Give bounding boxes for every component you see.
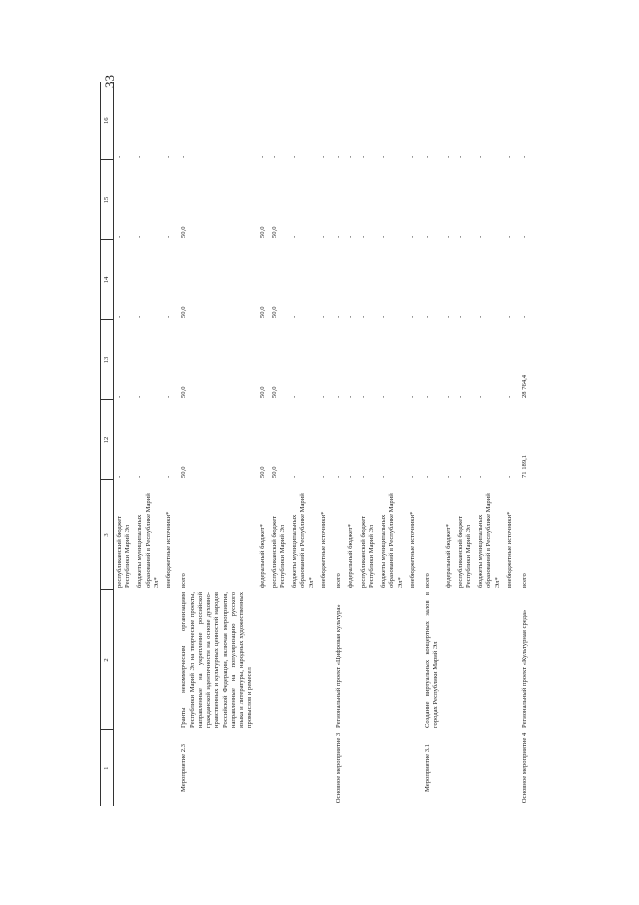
table-row: [134, 82, 163, 806]
amount-cell: -: [359, 155, 367, 158]
amount-cell: -: [359, 315, 367, 318]
table-row: [257, 82, 269, 806]
amount-cell: 50,0: [258, 226, 266, 238]
amount-cell: -: [424, 235, 432, 238]
event-name-cell: [358, 590, 378, 730]
funding-source-cell: внебюджетные источники*: [165, 511, 173, 588]
amount-cell: -: [505, 475, 513, 478]
event-name-cell: [504, 590, 516, 730]
amount-cell: -: [359, 475, 367, 478]
amount-cell: -: [291, 395, 299, 398]
amount-cell: -: [521, 315, 529, 318]
amount-cell: -: [347, 235, 355, 238]
funding-source-cell: всего: [424, 573, 432, 588]
amount-cell: -: [521, 155, 529, 158]
column-header: 13: [101, 320, 114, 400]
event-name-cell: [378, 590, 407, 730]
table-row: [407, 82, 419, 806]
amount-cell: -: [477, 155, 485, 158]
column-header: 1: [101, 730, 114, 806]
amount-cell: -: [165, 395, 173, 398]
amount-cell: -: [335, 315, 343, 318]
amount-cell: -: [116, 395, 123, 398]
funding-source-cell: федеральный бюджет*: [444, 524, 452, 588]
amount-cell: -: [408, 235, 416, 238]
amount-cell: 50,0: [180, 306, 188, 318]
event-name-cell: [455, 590, 475, 730]
amount-cell: -: [408, 315, 416, 318]
table-row: [330, 82, 345, 806]
amount-cell: -: [165, 315, 173, 318]
amount-cell: 50,0: [270, 226, 278, 238]
table-row: [504, 82, 516, 806]
table-row: [163, 82, 175, 806]
table-row: [114, 82, 135, 806]
table-row: [269, 82, 289, 806]
amount-cell: -: [444, 315, 452, 318]
table-row: [455, 82, 475, 806]
amount-cell: -: [408, 155, 416, 158]
page-number: 33: [102, 75, 117, 88]
amount-cell: -: [408, 395, 416, 398]
amount-cell: -: [319, 315, 327, 318]
amount-cell: -: [136, 155, 144, 158]
event-code-cell: [358, 730, 378, 806]
amount-cell: -: [380, 395, 388, 398]
event-name-cell: [269, 590, 289, 730]
event-code-cell: [504, 730, 516, 806]
rotated-page-content: [100, 82, 580, 806]
amount-cell: -: [505, 235, 513, 238]
event-code-cell: Мероприятие 2.3: [180, 744, 188, 792]
event-name-cell: [114, 590, 135, 730]
event-code-cell: [475, 730, 504, 806]
amount-cell: -: [335, 475, 343, 478]
amount-cell: -: [477, 395, 485, 398]
amount-cell: -: [380, 155, 388, 158]
amount-cell: -: [444, 155, 452, 158]
amount-cell: 50,0: [180, 226, 188, 238]
amount-cell: -: [477, 315, 485, 318]
amount-cell: -: [136, 475, 144, 478]
amount-cell: -: [270, 155, 278, 158]
funding-source-cell: бюджеты муниципальных образований в Республике Марий Эл*: [136, 493, 160, 588]
funding-source-cell: республиканский бюджет Республики Марий Эл: [359, 515, 375, 588]
amount-cell: 50,0: [270, 386, 278, 398]
column-header: 12: [101, 400, 114, 480]
budget-table: [100, 82, 531, 806]
event-code-cell: [257, 730, 269, 806]
amount-cell: -: [444, 475, 452, 478]
event-name-cell: Региональный проект «Цифровая культура»: [335, 604, 343, 728]
column-header: 2: [101, 590, 114, 730]
funding-source-cell: бюджеты муниципальных образований в Республике Марий Эл*: [477, 493, 501, 588]
funding-source-cell: всего: [521, 573, 529, 588]
event-name-cell: [257, 590, 269, 730]
column-header: 3: [101, 480, 114, 590]
amount-cell: -: [165, 155, 173, 158]
event-name-cell: Гранты некоммерческим организациям Республики Марий Эл на творческие проекты, направленные на укрепление российской гражданской идентичности на основе духовно-нравственных и культурных ценностей народов Российской Федерации, включая мероприятия, направленные на популяризацию русского языка и литературы, народных художественных промыслов и ремесел: [180, 592, 254, 728]
amount-cell: -: [477, 235, 485, 238]
table-header-row: [101, 82, 114, 806]
event-name-cell: [407, 590, 419, 730]
event-code-cell: Основное мероприятие 3: [335, 732, 343, 804]
event-name-cell: Создание виртуальных концертных залов в городах Республики Марий Эл: [424, 592, 440, 728]
amount-cell: -: [291, 315, 299, 318]
amount-cell: -: [347, 475, 355, 478]
amount-cell: -: [291, 475, 299, 478]
amount-cell: -: [424, 395, 432, 398]
amount-cell: -: [319, 395, 327, 398]
funding-source-cell: внебюджетные источники*: [505, 511, 513, 588]
amount-cell: -: [347, 395, 355, 398]
event-code-cell: [455, 730, 475, 806]
amount-cell: -: [319, 235, 327, 238]
amount-cell: -: [380, 475, 388, 478]
funding-source-cell: республиканский бюджет Республики Марий Эл: [270, 515, 286, 588]
amount-cell: -: [456, 315, 464, 318]
table-row: [378, 82, 407, 806]
table-row: [475, 82, 504, 806]
amount-cell: -: [380, 235, 388, 238]
amount-cell: -: [258, 155, 266, 158]
table-row: [318, 82, 330, 806]
amount-cell: -: [319, 475, 327, 478]
funding-source-cell: республиканский бюджет Республики Марий Эл: [456, 515, 472, 588]
amount-cell: 28 764,4: [521, 374, 529, 398]
funding-source-cell: бюджеты муниципальных образований в Республике Марий Эл*: [291, 493, 315, 588]
event-name-cell: [134, 590, 163, 730]
event-code-cell: [269, 730, 289, 806]
event-name-cell: Региональный проект «Культурная среда»: [521, 609, 529, 728]
amount-cell: -: [319, 155, 327, 158]
event-code-cell: Мероприятие 3.1: [424, 744, 432, 792]
funding-source-cell: республиканский бюджет Республики Марий Эл: [116, 515, 132, 588]
amount-cell: -: [165, 475, 173, 478]
amount-cell: 71 189,1: [521, 454, 529, 478]
table-row: [419, 82, 442, 806]
amount-cell: -: [456, 395, 464, 398]
table-row: [345, 82, 357, 806]
amount-cell: -: [165, 235, 173, 238]
event-name-cell: [345, 590, 357, 730]
funding-source-cell: всего: [335, 573, 343, 588]
event-name-cell: [443, 590, 455, 730]
amount-cell: 50,0: [258, 306, 266, 318]
table-row: [358, 82, 378, 806]
amount-cell: -: [456, 475, 464, 478]
amount-cell: 50,0: [270, 306, 278, 318]
amount-cell: -: [116, 315, 123, 318]
amount-cell: -: [347, 315, 355, 318]
column-header: 14: [101, 240, 114, 320]
amount-cell: -: [116, 155, 123, 158]
funding-source-cell: всего: [180, 573, 188, 588]
column-header: 15: [101, 160, 114, 240]
amount-cell: -: [335, 155, 343, 158]
event-code-cell: [318, 730, 330, 806]
amount-cell: 50,0: [270, 466, 278, 478]
event-code-cell: Основное мероприятие 4: [521, 732, 529, 804]
event-code-cell: [163, 730, 175, 806]
event-name-cell: [318, 590, 330, 730]
amount-cell: -: [335, 235, 343, 238]
amount-cell: -: [456, 155, 464, 158]
amount-cell: -: [477, 475, 485, 478]
amount-cell: -: [505, 315, 513, 318]
funding-source-cell: внебюджетные источники*: [408, 511, 416, 588]
event-code-cell: [289, 730, 318, 806]
event-code-cell: [378, 730, 407, 806]
amount-cell: -: [505, 155, 513, 158]
amount-cell: -: [424, 155, 432, 158]
table-row: [289, 82, 318, 806]
funding-source-cell: федеральный бюджет*: [347, 524, 355, 588]
table-body: [114, 82, 532, 806]
amount-cell: -: [180, 155, 188, 158]
amount-cell: -: [424, 315, 432, 318]
event-name-cell: [475, 590, 504, 730]
amount-cell: -: [408, 475, 416, 478]
amount-cell: -: [456, 235, 464, 238]
amount-cell: -: [380, 315, 388, 318]
amount-cell: 50,0: [180, 386, 188, 398]
event-code-cell: [114, 730, 135, 806]
event-name-cell: [289, 590, 318, 730]
amount-cell: -: [136, 395, 144, 398]
amount-cell: -: [116, 235, 123, 238]
column-header: 16: [101, 82, 114, 160]
amount-cell: -: [116, 475, 123, 478]
table-row: [443, 82, 455, 806]
amount-cell: -: [424, 475, 432, 478]
amount-cell: 50,0: [258, 386, 266, 398]
event-code-cell: [134, 730, 163, 806]
amount-cell: -: [347, 155, 355, 158]
amount-cell: -: [505, 395, 513, 398]
amount-cell: -: [444, 395, 452, 398]
amount-cell: -: [291, 235, 299, 238]
amount-cell: -: [359, 395, 367, 398]
event-code-cell: [345, 730, 357, 806]
amount-cell: 50,0: [180, 466, 188, 478]
amount-cell: -: [136, 235, 144, 238]
amount-cell: -: [444, 235, 452, 238]
amount-cell: 50,0: [258, 466, 266, 478]
funding-source-cell: внебюджетные источники*: [319, 511, 327, 588]
amount-cell: -: [521, 235, 529, 238]
event-code-cell: [443, 730, 455, 806]
table-row: [516, 82, 531, 806]
funding-source-cell: бюджеты муниципальных образований в Республике Марий Эл*: [380, 493, 404, 588]
amount-cell: -: [136, 315, 144, 318]
table-row: [175, 82, 256, 806]
amount-cell: -: [291, 155, 299, 158]
amount-cell: -: [359, 235, 367, 238]
amount-cell: -: [335, 395, 343, 398]
event-name-cell: [163, 590, 175, 730]
event-code-cell: [407, 730, 419, 806]
funding-source-cell: федеральный бюджет*: [258, 524, 266, 588]
